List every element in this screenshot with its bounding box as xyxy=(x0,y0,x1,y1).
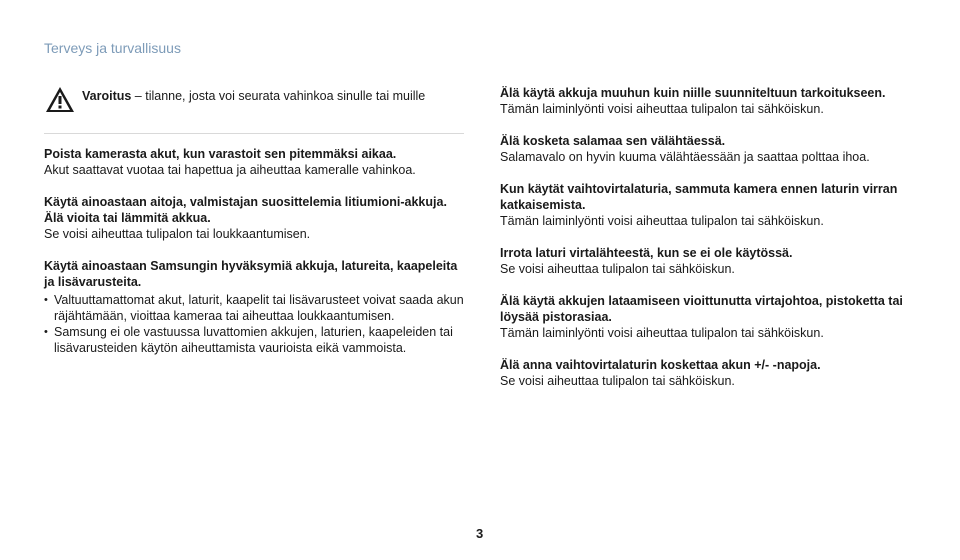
warning-description: – tilanne, josta voi seurata vahinkoa sinulle tai muille xyxy=(131,89,426,103)
right-item-4 xyxy=(500,245,920,277)
left-item-1 xyxy=(44,146,464,178)
right-item-6 xyxy=(500,357,920,389)
right-item-5 xyxy=(500,293,920,341)
item-body: Se voisi aiheuttaa tulipalon tai sähköiskun. xyxy=(500,262,735,276)
item-body: Tämän laiminlyönti voisi aiheuttaa tulipalon tai sähköiskun. xyxy=(500,214,824,228)
warning-triangle-icon xyxy=(44,85,76,115)
item-body: Se voisi aiheuttaa tulipalon tai sähköiskun. xyxy=(500,374,735,388)
item-title: Älä käytä akkujen lataamiseen vioittunutta virtajohtoa, pistoketta tai löysää pistorasiaa. xyxy=(500,294,903,324)
left-column xyxy=(44,85,464,372)
warning-term: Varoitus xyxy=(82,89,132,103)
section-title: Terveys ja turvallisuus xyxy=(44,40,181,56)
item-title: Kun käytät vaihtovirtalaturia, sammuta kamera ennen laturin virran katkaisemista. xyxy=(500,182,898,212)
left-item-2 xyxy=(44,194,464,242)
item-title: Poista kamerasta akut, kun varastoit sen pitemmäksi aikaa. xyxy=(44,147,397,161)
warning-text xyxy=(82,88,472,104)
item-title: Älä käytä akkuja muuhun kuin niille suunniteltuun tarkoitukseen. xyxy=(500,86,886,100)
right-item-3 xyxy=(500,181,920,229)
bullet-item: • Samsung ei ole vastuussa luvattomien akkujen, laturien, kaapeleiden tai lisävarusteiden käytön aiheuttamista vaurioista eikä vammoista. xyxy=(44,324,464,356)
item-title: Käytä ainoastaan Samsungin hyväksymiä akkuja, latureita, kaapeleita ja lisävarusteita. xyxy=(44,259,458,289)
right-column xyxy=(500,85,920,405)
bullet-item: • Valtuuttamattomat akut, laturit, kaapelit tai lisävarusteet voivat saada akun räjähtämään, vioittaa kameraa tai aiheuttaa loukkaantumisen. xyxy=(44,292,464,324)
left-item-3 xyxy=(44,258,464,356)
right-item-2 xyxy=(500,133,920,165)
bullet-list xyxy=(44,292,464,356)
warning-box xyxy=(44,85,464,134)
item-body: Tämän laiminlyönti voisi aiheuttaa tulipalon tai sähköiskun. xyxy=(500,102,824,116)
item-body: Salamavalo on hyvin kuuma välähtäessään ja saattaa polttaa ihoa. xyxy=(500,150,870,164)
right-item-1 xyxy=(500,85,920,117)
item-title: Älä anna vaihtovirtalaturin koskettaa akun +/- -napoja. xyxy=(500,358,821,372)
item-title: Irrota laturi virtalähteestä, kun se ei ole käytössä. xyxy=(500,246,793,260)
page-number: 3 xyxy=(476,526,484,541)
item-body: Akut saattavat vuotaa tai hapettua ja aiheuttaa kameralle vahinkoa. xyxy=(44,163,416,177)
item-title: Älä kosketa salamaa sen välähtäessä. xyxy=(500,134,726,148)
item-title: Käytä ainoastaan aitoja, valmistajan suosittelemia litiumioni-akkuja. Älä vioita tai lämmitä akkua. xyxy=(44,195,447,225)
item-body: Se voisi aiheuttaa tulipalon tai loukkaantumisen. xyxy=(44,227,311,241)
item-body: Tämän laiminlyönti voisi aiheuttaa tulipalon tai sähköiskun. xyxy=(500,326,824,340)
